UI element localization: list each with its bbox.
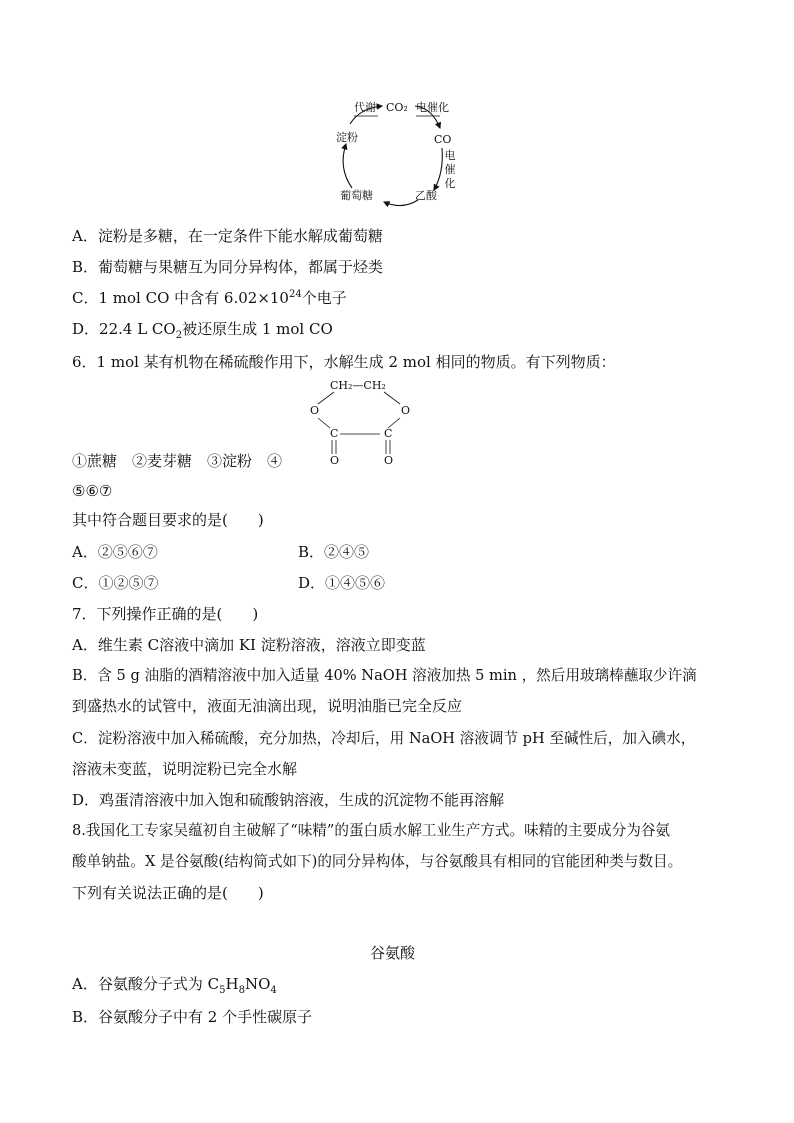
q7-option-b-line1: B．含 5 g 油脂的酒精溶液中加入适量 40% NaOH 溶液加热 5 min ，然后用玻璃棒蘸取少许滴: [72, 667, 697, 684]
q5-option-a: A．淀粉是多糖，在一定条件下能水解成葡萄糖: [72, 227, 383, 245]
q8-stem-line3: 下列有关说法正确的是( ): [72, 884, 264, 902]
label-dianhuihua-top: 电催化: [416, 101, 449, 114]
q8-stem-line2: 酸单钠盐。X 是谷氨酸(结构简式如下)的同分异构体，与谷氨酸具有相同的官能团种类与数目。: [72, 853, 683, 870]
struct-o-bottom-left: O: [330, 454, 340, 467]
q5-c-exp: 24: [288, 289, 302, 300]
q8-a-h: H: [225, 975, 239, 993]
struct-o-left: O: [310, 404, 320, 417]
q8-a-sub2: 8: [238, 985, 245, 996]
struct-o-right: O: [401, 404, 411, 417]
q5-d-tail: 被还原生成 1 mol CO: [182, 320, 333, 338]
q5-d-sub: 2: [175, 330, 183, 341]
label-dianhuihua-side-3: 化: [444, 177, 456, 190]
q8-a-no: NO: [244, 975, 271, 993]
q7-option-d: D．鸡蛋清溶液中加入饱和硫酸钠溶液，生成的沉淀物不能再溶解: [72, 791, 505, 809]
label-yisuan: 乙酸: [415, 189, 437, 202]
cycle-diagram: [330, 96, 470, 211]
label-co: CO: [434, 133, 452, 146]
label-daixie: 代谢: [354, 101, 376, 114]
q7-option-c-line2: 溶液未变蓝，说明淀粉已完全水解: [72, 760, 298, 778]
q5-c-text: C．1 mol CO 中含有 6.02×10: [72, 289, 289, 307]
q7-option-c-line1: C．淀粉溶液中加入稀硫酸，充分加热，冷却后，用 NaOH 溶液调节 pH 至碱性后，加入碘水，: [72, 730, 696, 747]
q5-d-text: D．22.4 L CO: [72, 320, 176, 338]
q5-option-c: [72, 288, 347, 308]
q8-a-sub1: 5: [219, 985, 226, 996]
q8-caption: 谷氨酸: [370, 944, 416, 962]
q6-items-line1: ①蔗糖 ②麦芽糖 ③淀粉 ④: [72, 452, 283, 470]
q5-option-d: [72, 319, 333, 339]
label-dianhuihua-side-1: 电: [444, 149, 456, 162]
label-dianfen: 淀粉: [336, 131, 358, 144]
q8-option-a: [72, 974, 277, 994]
q6-structure-4: [304, 378, 416, 470]
q8-a-text: A．谷氨酸分子式为 C: [72, 975, 220, 993]
struct-c-left: C: [330, 427, 339, 440]
q6-items-line2: ⑤⑥⑦: [72, 482, 113, 500]
q7-option-a: A．维生素 C溶液中滴加 KI 淀粉溶液，溶液立即变蓝: [72, 636, 426, 654]
q6-option-d: D．①④⑤⑥: [298, 574, 386, 592]
label-co2: CO₂: [386, 101, 408, 114]
struct-ch2ch2: CH₂—CH₂: [330, 379, 386, 392]
q7-stem: 7．下列操作正确的是( ): [72, 605, 259, 623]
q8-stem-line1: 8.我国化工专家吴蕴初自主破解了“味精”的蛋白质水解工业生产方式。味精的主要成分为谷氨: [72, 822, 671, 839]
label-dianhuihua-side-2: 催: [444, 163, 456, 176]
q6-ask: 其中符合题目要求的是( ): [72, 511, 264, 529]
q6-stem: 6．1 mol 某有机物在稀硫酸作用下，水解生成 2 mol 相同的物质。有下列物质：: [72, 353, 616, 371]
q5-c-tail: 个电子: [301, 289, 347, 307]
q6-option-c: C．①②⑤⑦: [72, 574, 159, 592]
q7-option-b-line2: 到盛热水的试管中，液面无油滴出现，说明油脂已完全反应: [72, 697, 463, 715]
struct-o-bottom-right: O: [384, 454, 394, 467]
label-putaotang: 葡萄糖: [340, 189, 373, 202]
struct-c-right: C: [384, 427, 393, 440]
q8-a-sub3: 4: [270, 985, 277, 996]
q8-option-b: B．谷氨酸分子中有 2 个手性碳原子: [72, 1008, 313, 1026]
q6-option-b: B．②④⑤: [298, 543, 370, 561]
q5-option-b: B．葡萄糖与果糖互为同分异构体，都属于烃类: [72, 258, 384, 276]
q6-option-a: A．②⑤⑥⑦: [72, 543, 158, 561]
